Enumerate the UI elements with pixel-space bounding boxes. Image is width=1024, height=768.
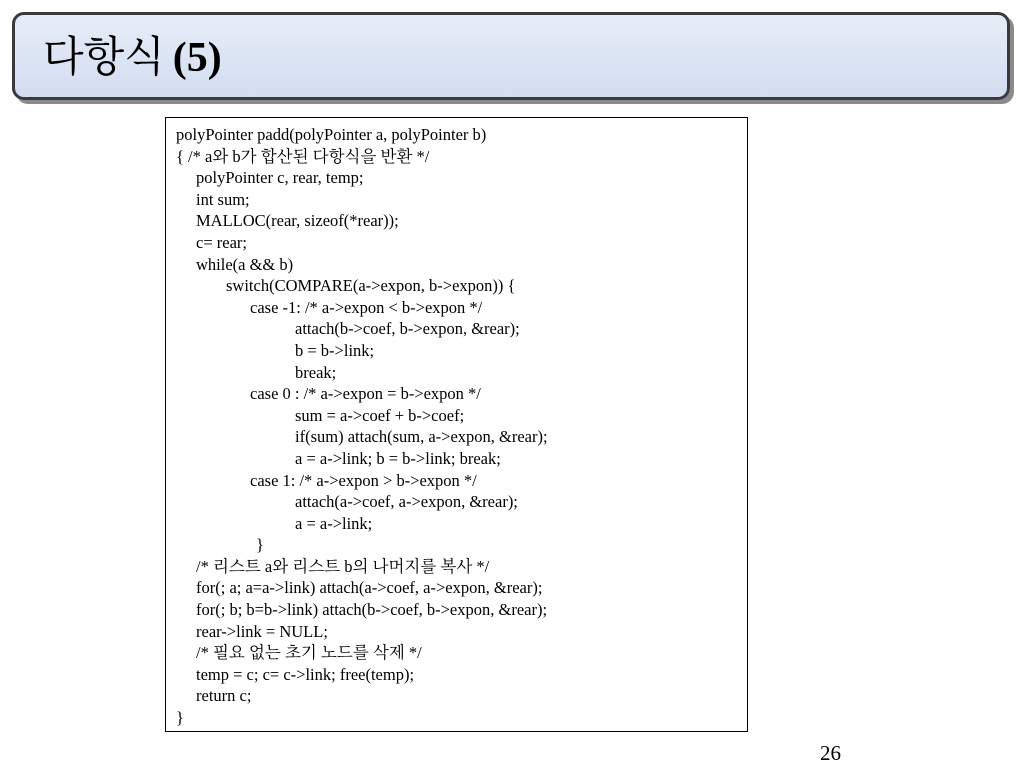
- slide-title: [43, 33, 222, 82]
- page-number: 26: [820, 741, 841, 765]
- code-line: for(; b; b=b->link) attach(b->coef, b->expon, &rear);: [196, 600, 548, 620]
- code-line: c= rear;: [196, 232, 247, 252]
- code-line: sum = a->coef + b->coef;: [295, 405, 465, 425]
- code-line: a = a->link; b = b->link; break;: [295, 448, 501, 468]
- code-line: b = b->link;: [295, 340, 375, 360]
- code-line: polyPointer padd(polyPointer a, polyPointer b): [176, 125, 487, 144]
- code-line: return c;: [196, 686, 252, 706]
- title-banner: [12, 12, 1010, 100]
- code-line: { /* a와 b가 합산된 다항식을 반환 */: [176, 146, 430, 166]
- code-line: int sum;: [196, 189, 250, 209]
- code-line: switch(COMPARE(a->expon, b->expon)) {: [226, 276, 516, 296]
- code-line: break;: [295, 362, 337, 382]
- code-line: rear->link = NULL;: [196, 621, 328, 641]
- code-line: attach(a->coef, a->expon, &rear);: [295, 492, 518, 512]
- code-line: a = a->link;: [295, 513, 373, 533]
- code-line: polyPointer c, rear, temp;: [196, 168, 364, 188]
- code-listing: [165, 117, 748, 732]
- code-line: /* 필요 없는 초기 노드를 삭제 */: [196, 643, 422, 663]
- code-line: }: [256, 535, 264, 555]
- code-line: case -1: /* a->expon < b->expon */: [250, 297, 483, 317]
- slide-title-korean: 다항식: [43, 32, 165, 81]
- slide-title-number: (5): [172, 35, 222, 81]
- code-line: if(sum) attach(sum, a->expon, &rear);: [295, 427, 548, 447]
- code-line: for(; a; a=a->link) attach(a->coef, a->expon, &rear);: [196, 578, 543, 598]
- code-line: case 1: /* a->expon > b->expon */: [250, 470, 477, 490]
- code-line: /* 리스트 a와 리스트 b의 나머지를 복사 */: [196, 556, 490, 576]
- code-line: }: [176, 708, 184, 728]
- code-line: temp = c; c= c->link; free(temp);: [196, 664, 415, 684]
- code-line: while(a && b): [196, 254, 294, 274]
- code-line: case 0 : /* a->expon = b->expon */: [250, 384, 481, 404]
- code-line: MALLOC(rear, sizeof(*rear));: [196, 211, 399, 231]
- code-line: attach(b->coef, b->expon, &rear);: [295, 319, 520, 339]
